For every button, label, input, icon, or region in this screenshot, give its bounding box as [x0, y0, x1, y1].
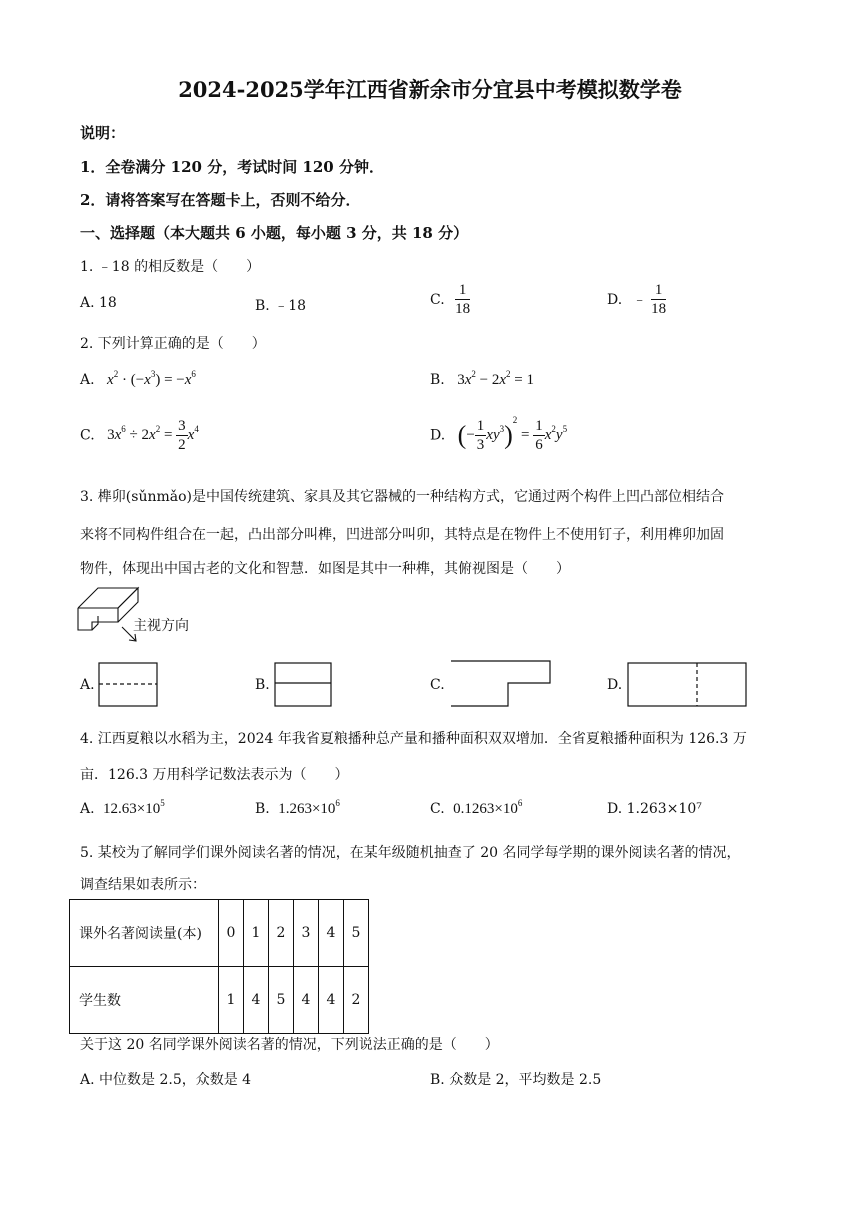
reading-survey-table	[69, 899, 369, 1034]
q2-b-formula: $3x^2 - 2x^2 = 1$	[457, 369, 534, 388]
q3-line-3: 物件，体现出中国古老的文化和智慧．如图是其中一种榫，其俯视图是（ ）	[80, 561, 570, 577]
q2-option-d-label: D.	[430, 427, 446, 444]
q4-line-1: 4. 江西夏粮以水稻为主，2024 年我省夏粮播种总产量和播种面积双双增加．全省夏粮播种面积为 126.3 万	[80, 731, 747, 747]
q4-b-value: 1.263×10	[278, 801, 336, 817]
q4-option-b-label: B.	[255, 801, 270, 817]
q4-option-d: D. 1.263×10⁷	[607, 801, 702, 817]
q1-option-a: A. 18	[80, 295, 117, 311]
q3-option-b-figure	[274, 662, 334, 708]
q1-d-sign: ﹣	[632, 292, 647, 308]
table-cell: 2	[344, 967, 369, 1034]
q1-option-c-fraction	[455, 282, 470, 318]
q4-line-2: 亩．126.3 万用科学记数法表示为（ ）	[80, 767, 349, 783]
q4-c-exponent: 6	[517, 798, 523, 808]
q1-d-denominator: 18	[651, 301, 667, 317]
q3-option-b-label: B.	[255, 677, 270, 693]
table-cell: 4	[319, 967, 344, 1034]
note-item-1: 1．全卷满分 120 分，考试时间 120 分钟．	[80, 158, 384, 176]
q2-option-a-label: A.	[80, 372, 95, 388]
q2-a-formula: $x^2 \cdot (-x^3) = -x^6$	[107, 369, 196, 388]
table-cell: 2	[269, 900, 294, 967]
note-item-2: 2．请将答案写在答题卡上，否则不给分．	[80, 191, 361, 209]
table-cell: 5	[344, 900, 369, 967]
table-cell: 1	[244, 900, 269, 967]
q2-option-a	[80, 369, 196, 389]
q2-d-formula: (− $\frac{1}{3}$ $xy^3)^2$ = $\frac{1}{6}$ $x^2y^5$	[457, 415, 568, 453]
q2-option-d	[430, 415, 568, 454]
table-cell: 4	[244, 967, 269, 1034]
q5-question: 关于这 20 名同学课外阅读名著的情况，下列说法正确的是（ ）	[80, 1037, 499, 1053]
q4-b-exponent: 6	[335, 798, 340, 808]
front-view-direction-label: 主视方向	[133, 618, 189, 634]
q1-d-numerator: 1	[651, 282, 666, 300]
q3-option-d-label: D.	[607, 677, 623, 693]
section-heading: 一、选择题（本大题共 6 小题，每小题 3 分，共 18 分）	[80, 224, 469, 242]
q1-option-d	[607, 282, 666, 318]
table-cell: 4	[319, 900, 344, 967]
q1-c-numerator: 1	[455, 282, 470, 300]
table-cell: 5	[269, 967, 294, 1034]
page-title: 2024-2025学年江西省新余市分宜县中考模拟数学卷	[178, 77, 682, 102]
q3-option-a-label: A.	[80, 677, 95, 693]
q4-option-a-label: A.	[80, 801, 95, 817]
q5-line-1: 5. 某校为了解同学们课外阅读名著的情况，在某年级随机抽查了 20 名同学每学期的课外阅读名著的情况，	[80, 845, 741, 861]
table-row-header: 学生数	[70, 967, 219, 1034]
table-cell: 4	[294, 967, 319, 1034]
q4-option-b	[255, 798, 340, 818]
table-row	[70, 967, 369, 1034]
q1-option-b: B. ﹣18	[255, 298, 307, 314]
q3-line-2: 来将不同构件组合在一起，凸出部分叫榫，凹进部分叫卯，其特点是在物件上不使用钉子，利用榫卯加固	[80, 527, 724, 543]
q3-option-d-figure	[627, 662, 749, 708]
table-cell: 1	[219, 967, 244, 1034]
table-row	[70, 900, 369, 967]
q5-option-a: A. 中位数是 2.5，众数是 4	[80, 1072, 252, 1088]
q4-a-value: 12.63×10	[103, 801, 161, 817]
q4-c-value: 0.1263×10	[453, 801, 518, 817]
q1-option-d-label: D.	[607, 292, 623, 308]
table-row-header: 课外名著阅读量(本)	[70, 900, 219, 967]
q5-line-2: 调查结果如表所示：	[80, 877, 206, 893]
q1-option-d-fraction	[651, 282, 666, 318]
q3-option-c-figure	[450, 660, 554, 709]
q2-option-c-label: C.	[80, 427, 95, 444]
q3-line-1: 3. 榫卯(sǔnmǎo)是中国传统建筑、家具及其它器械的一种结构方式，它通过两个构件上凹凸部位相结合	[80, 489, 724, 505]
q4-option-a	[80, 798, 165, 818]
q1-stem: 1. ﹣18 的相反数是（ ）	[80, 259, 261, 275]
table-cell: 0	[219, 900, 244, 967]
q4-option-c-label: C.	[430, 801, 445, 817]
q2-c-formula: $3x^6 \div 2x^2$ = $\frac{3}{2}$ $x^4$	[107, 418, 199, 453]
q2-option-c	[80, 418, 199, 454]
notes-heading: 说明：	[80, 124, 126, 142]
q3-option-c-label: C.	[430, 677, 445, 693]
q3-option-a-figure	[98, 662, 160, 708]
q2-option-b-label: B.	[430, 372, 445, 388]
q4-option-c	[430, 798, 523, 818]
q4-a-exponent: 5	[160, 798, 165, 808]
table-cell: 3	[294, 900, 319, 967]
q2-stem: 2. 下列计算正确的是（ ）	[80, 336, 266, 352]
q5-option-b: B. 众数是 2，平均数是 2.5	[430, 1072, 602, 1088]
q2-option-b	[430, 369, 534, 389]
q1-option-c	[430, 282, 470, 318]
q1-c-denominator: 18	[455, 301, 471, 317]
q1-option-c-label: C.	[430, 292, 445, 308]
